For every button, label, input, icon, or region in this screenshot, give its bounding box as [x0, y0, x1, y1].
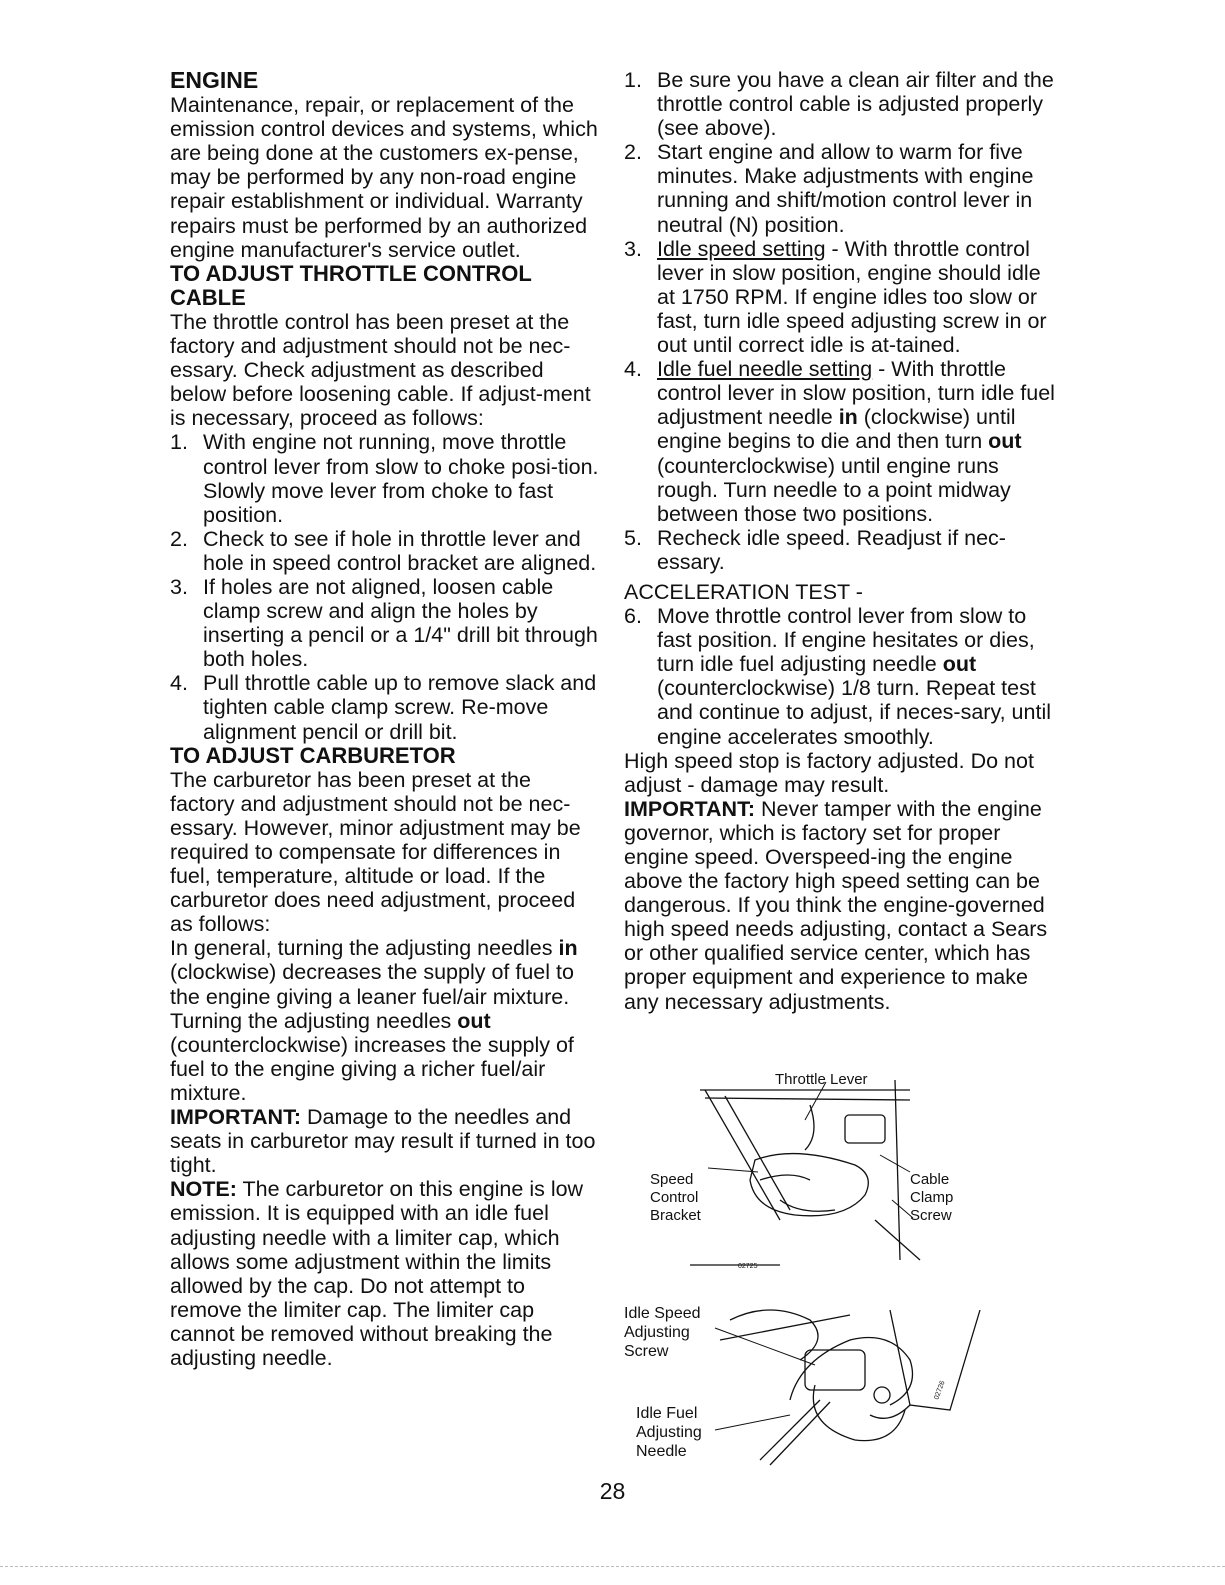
- list-item: 2. Start engine and allow to warm for five minutes. Make adjustments with engine running and shift/motion control lever in neutral (N) position.: [624, 140, 1034, 237]
- throttle-lever-label: Throttle Lever: [775, 1071, 868, 1088]
- carburetor-heading: TO ADJUST CARBURETOR: [170, 742, 456, 768]
- engine-paragraph: Maintenance, repair, or replacement of the emission control devices and systems, which are being done at the customers ex-pense, may be performed by any non-road engine repair establishment or individual. Warranty repairs must be performed by an authorized engine manufacturer's service outlet.: [170, 93, 598, 262]
- figure1-code: 02725: [738, 1263, 758, 1270]
- carburetor-paragraph: The carburetor has been preset at the factory and adjustment should not be nec-essary. However, minor adjustment may be required to compensate for differences in fuel, temperature, altitude or load. If the carburetor does need adjustment, proceed as follows:: [170, 767, 581, 937]
- figure2-leader-lines: [715, 1328, 815, 1430]
- speed-control-bracket-label-2: Control: [650, 1189, 699, 1206]
- idle-speed-screw-label-3: Screw: [624, 1343, 669, 1360]
- list-item: 2. Check to see if hole in throttle lever and hole in speed control bracket are aligned.: [170, 526, 597, 575]
- high-speed-paragraph: High speed stop is factory adjusted. Do not adjust - damage may result.: [624, 748, 1034, 797]
- figure1-leader-lines: [708, 1082, 913, 1218]
- list-item: 1. Be sure you have a clean air filter and the throttle control cable is adjusted properly (see above).: [624, 68, 1054, 141]
- throttle-heading: TO ADJUST THROTTLE CONTROL CABLE: [170, 260, 532, 310]
- cable-clamp-screw-label-3: Screw: [910, 1207, 952, 1224]
- cable-clamp-screw-label-1: Cable: [910, 1171, 950, 1188]
- idle-speed-screw-label-2: Adjusting: [624, 1324, 690, 1341]
- right-column: [624, 68, 1060, 1014]
- carb-steps-list: [624, 68, 1060, 574]
- throttle-assembly-drawing: [690, 1080, 920, 1265]
- list-item: 6. Move throttle control lever from slow to fast position. If engine hesitates or dies, turn idle fuel adjusting needle out (counterclockwise) 1/8 turn. Repeat test and continue to adjust, if neces-sary, until engine accelerates smoothly.: [624, 604, 1051, 749]
- carburetor-figure: [620, 1290, 990, 1475]
- list-item: 3. If holes are not aligned, loosen cable clamp screw and align the holes by inserting a pencil or a 1/4" drill bit through both holes.: [170, 574, 598, 672]
- acceleration-heading: ACCELERATION TEST -: [624, 579, 863, 604]
- list-item: 5. Recheck idle speed. Readjust if nec-essary.: [624, 525, 1006, 574]
- idle-fuel-needle-label-2: Adjusting: [636, 1424, 702, 1441]
- list-item: 4. Pull throttle cable up to remove slack and tighten cable clamp screw. Re-move alignment pencil or drill bit.: [170, 671, 597, 744]
- idle-fuel-needle-label-3: Needle: [636, 1443, 687, 1460]
- engine-heading: ENGINE: [170, 67, 259, 93]
- important-paragraph: IMPORTANT: Damage to the needles and seats in carburetor may result if turned in too tight.: [170, 1105, 596, 1178]
- page-number: 28: [599, 1478, 626, 1504]
- idle-speed-screw-label-1: Idle Speed: [624, 1305, 701, 1322]
- throttle-paragraph: The throttle control has been preset at the factory and adjustment should not be nec-essary. Check adjustment as described below before loosening cable. If adjust-ment is necessary, proceed as follows:: [170, 309, 591, 431]
- idle-fuel-needle-label-1: Idle Fuel: [636, 1405, 698, 1422]
- figure2-code: 02726: [933, 1379, 947, 1401]
- throttle-steps-list: [170, 430, 600, 743]
- cable-clamp-screw-label-2: Clamp: [910, 1189, 954, 1206]
- note-paragraph: NOTE: The carburetor on this engine is low emission. It is equipped with an idle fuel adjusting needle with a limiter cap, which allows some adjustment within the limits allowed by the cap. Do not attempt to remove the limiter cap. The limiter cap cannot be removed without breaking the adjusting needle.: [170, 1177, 584, 1370]
- list-item: 4. Idle fuel needle setting - With throttle control lever in slow position, turn idle fuel adjustment needle in (clockwise) until engine begins to die and then turn out (counterclockwise) until engine runs rough. Turn needle to a point midway between those two positions.: [624, 357, 1055, 526]
- throttle-cable-figure: [630, 1060, 970, 1280]
- speed-control-bracket-label-1: Speed: [650, 1171, 694, 1188]
- list-item: 1. With engine not running, move throttle control lever from slow to choke posi-tion. Slowly move lever from choke to fast position.: [170, 430, 599, 527]
- accel-steps-list: [624, 604, 1060, 749]
- general-paragraph: In general, turning the adjusting needles in (clockwise) decreases the supply of fuel to the engine giving a leaner fuel/air mixture. Turning the adjusting needles out (counterclockwise) increases the supply of fuel to the engine giving a richer fuel/air mixture.: [170, 936, 578, 1105]
- bottom-rule: [0, 1566, 1225, 1567]
- speed-control-bracket-label-3: Bracket: [650, 1207, 701, 1224]
- list-item: 3. Idle speed setting - With throttle control lever in slow position, engine should idle at 1750 RPM. If engine idles too slow or fast, turn idle speed adjusting screw in or out until correct idle is at-tained.: [624, 236, 1047, 358]
- left-column: [170, 68, 600, 1370]
- important-paragraph-right: IMPORTANT: Never tamper with the engine governor, which is factory set for proper engine speed. Overspeed-ing the engine above the factory high speed setting can be dangerous. If you think the engine-governed high speed needs adjusting, contact a Sears or other qualified service center, which has proper equipment and experience to make any necessary adjustments.: [624, 796, 1048, 1014]
